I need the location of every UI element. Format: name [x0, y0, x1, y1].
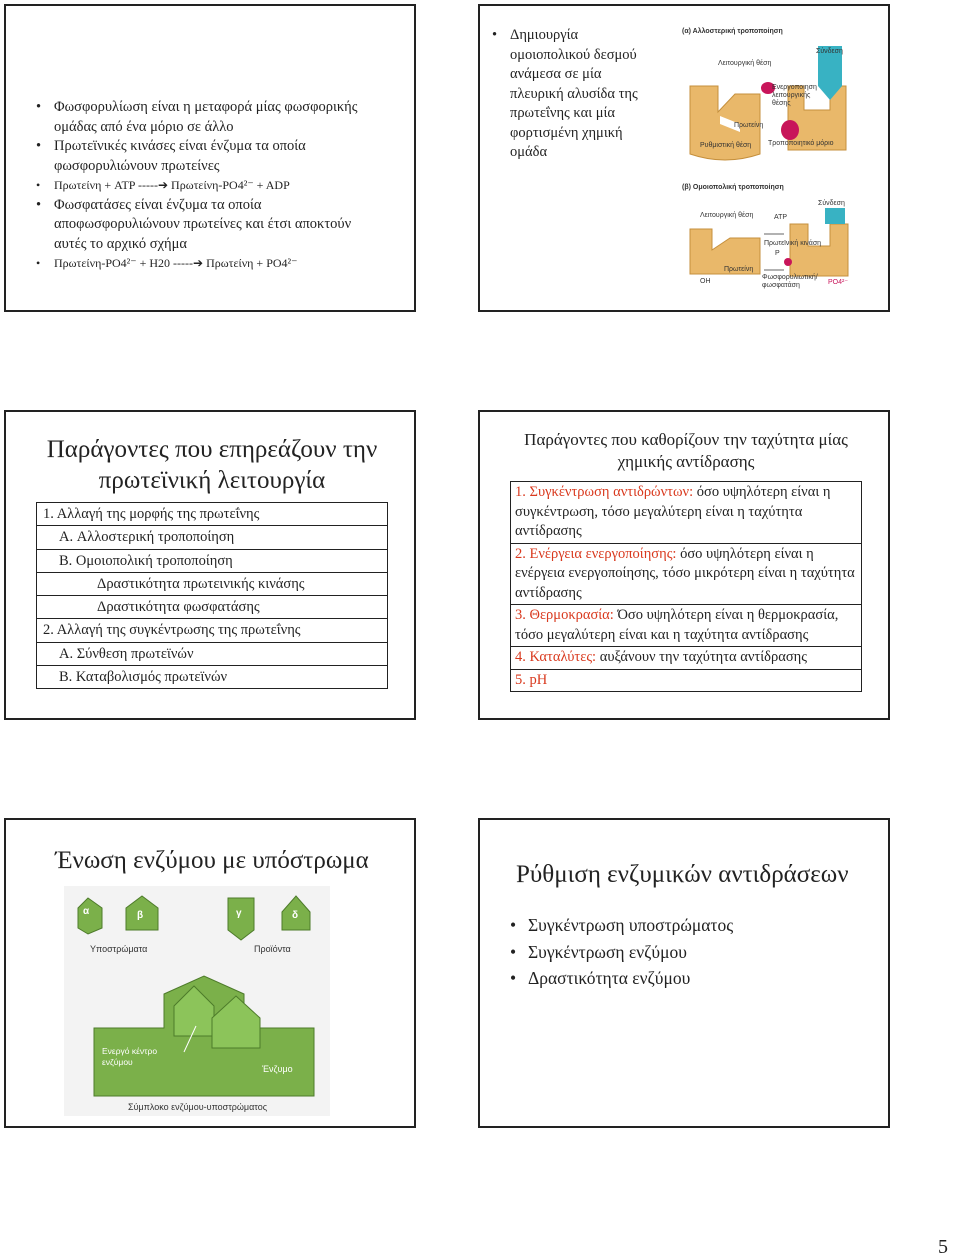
- rate-factor-row: [511, 482, 861, 544]
- label-beta: β: [137, 910, 144, 921]
- rate-factor-row: [511, 544, 861, 606]
- label-oh: OH: [700, 278, 711, 285]
- label-active-center: Ενεργό κέντρο ενζύμου: [102, 1046, 158, 1067]
- slide-1-bullet: • Φωσφορυλίωση είναι η μεταφορά μίας φωσφορικής ομάδας από ένα μόριο σε άλλο: [34, 98, 374, 137]
- page-number: 5: [938, 1236, 948, 1258]
- label-active-site-b: Λειτουργική θέση: [700, 212, 754, 219]
- slide-6-title: Ρύθμιση ενζυμικών αντιδράσεων: [516, 861, 849, 888]
- slide-6-bullet: • Δραστικότητα ενζύμου: [508, 965, 838, 992]
- slide-6-bullet: • Συγκέντρωση υποστρώματος: [508, 912, 838, 939]
- label-gamma: γ: [236, 908, 242, 919]
- slide-1-bullet: • Φωσφατάσες είναι ένζυμα τα οποία αποφωσφορυλιώνουν πρωτείνες και έτσι αποκτούν αυτές το αρχικό σχήμα: [34, 196, 374, 255]
- rate-factor-text: όσο υψηλότερη είναι η ενέργεια ενεργοποίησης, τόσο μικρότερη είναι η ταχύτητα αντίδρασης: [515, 545, 855, 601]
- rate-factor-text: όσο υψηλότερη είναι η συγκέντρωση, τόσο μεγαλύτερη είναι η ταχύτητα αντίδρασης: [515, 484, 831, 539]
- label-protein-b: Πρωτείνη: [724, 266, 754, 273]
- factor-row: A. Αλλοστερική τροποποίηση: [37, 526, 387, 549]
- rate-factor-name: 4. Καταλύτες:: [515, 649, 597, 665]
- rate-factor-text: αυξάνουν την ταχύτητα αντίδρασης: [596, 649, 807, 665]
- factor-row: B. Καταβολισμός πρωτεϊνών: [59, 669, 228, 686]
- factor-row: Δραστικότητα πρωτεινικής κινάσης: [37, 573, 387, 596]
- label-delta: δ: [292, 910, 299, 921]
- label-p: P: [775, 250, 780, 257]
- label-regulatory-site: Ρυθμιστική θέση: [700, 142, 752, 149]
- slide-1: [4, 4, 416, 312]
- rate-factor-name: 1. Συγκέντρωση αντιδρώντων:: [515, 484, 694, 500]
- slide-5-title: Ένωση ενζύμου με υπόστρωμα: [55, 847, 369, 874]
- slide-1-bullet: • Πρωτείνη-PO4²⁻ + H20 -----➔ Πρωτείνη + PO4²⁻: [34, 254, 374, 274]
- slide-3-table: [36, 502, 388, 689]
- factor-row: 1. Αλλαγή της μορφής της πρωτεΐνης: [37, 503, 387, 526]
- rate-factor-text: Όσο υψηλότερη είναι η θερμοκρασία, τόσο μεγαλύτερη είναι και η ταχύτητα αντίδρασης: [515, 607, 839, 643]
- rate-factor-name: 2. Ενέργεια ενεργοποίησης:: [515, 545, 677, 562]
- slide-3: [4, 410, 416, 720]
- slide-2-bullets: [490, 26, 650, 163]
- label-active-site-a: Λειτουργική θέση: [718, 60, 772, 67]
- slide-1-bullet: • Πρωτεϊνικές κινάσες είναι ένζυμα τα οποία φωσφορυλιώνουν πρωτείνες: [34, 137, 374, 176]
- slide-2: [478, 4, 890, 312]
- rate-factor-row: [511, 647, 861, 670]
- slide-1-bullets: [34, 98, 374, 274]
- slide-2-bullet: • Δημιουργία ομοιοπολικού δεσμού ανάμεσα σε μία πλευρική αλυσίδα της πρωτεΐνης και μία φορτισμένη χημική ομάδα: [490, 26, 650, 163]
- label-phosphatase: Φωσφορυλιωτική/ φωσφατάση: [762, 274, 818, 289]
- label-activated-site: Ενεργοποιηση λειτουργικής θέσης: [772, 84, 817, 107]
- slide-6: [478, 818, 890, 1128]
- rate-factor-name: 3. Θερμοκρασία:: [515, 607, 614, 623]
- label-complex: Σύμπλοκο ενζύμου-υποστρώματος: [128, 1102, 268, 1112]
- rate-factor-row: [511, 670, 861, 692]
- label-alpha: α: [83, 906, 90, 917]
- enzyme-substrate-shapes: [64, 886, 330, 1116]
- slide-1-bullet: • Πρωτείνη + ATP -----➔ Πρωτείνη-PO4²⁻ + ADP: [34, 176, 374, 196]
- label-enzyme: Ένζυμο: [262, 1064, 293, 1074]
- slide-6-bullet: • Συγκέντρωση ενζύμου: [508, 939, 838, 966]
- rate-factor-name: 5. pH: [515, 671, 548, 688]
- slide-5: [4, 818, 416, 1128]
- label-atp: ATP: [774, 214, 788, 221]
- label-kinase: Πρωτεϊνική κινάση: [764, 240, 822, 247]
- factor-row: B. Ομοιοπολική τροποποίηση: [37, 550, 387, 573]
- label-po4: PO4²⁻: [828, 279, 849, 286]
- label-substrates: Υποστρώματα: [90, 944, 148, 954]
- factor-row: A. Σύνθεση πρωτεϊνών: [37, 643, 387, 666]
- label-products: Προϊόντα: [254, 944, 291, 954]
- label-binding-b: Σύνδεση: [818, 200, 845, 207]
- slide-3-title: Παράγοντες που επηρεάζουν την πρωτεϊνική λειτουργία: [46, 436, 378, 494]
- modification-diagram: [680, 24, 860, 294]
- factor-row: Δραστικότητα φωσφατάσης: [37, 596, 387, 619]
- label-allosteric: (α) Αλλοστερική τροποποίηση: [682, 28, 783, 35]
- rate-factor-row: [511, 605, 861, 647]
- label-binding-a: Σύνδεση: [816, 48, 843, 55]
- slide-6-bullets: [508, 912, 838, 992]
- label-modulator: Τροποποιητικό μόριο: [768, 140, 834, 147]
- slide-4-table: [510, 481, 862, 692]
- factor-row: 2. Αλλαγή της συγκέντρωσης της πρωτεΐνης: [37, 619, 387, 642]
- enzyme-substrate-diagram: [64, 886, 330, 1116]
- label-covalent: (β) Ομοιοπολική τροποποίηση: [682, 184, 784, 191]
- slide-4-title: Παράγοντες που καθορίζουν την ταχύτητα μίας χημικής αντίδρασης: [524, 430, 848, 471]
- slide-4: [478, 410, 890, 720]
- label-protein-a: Πρωτείνη: [734, 122, 764, 129]
